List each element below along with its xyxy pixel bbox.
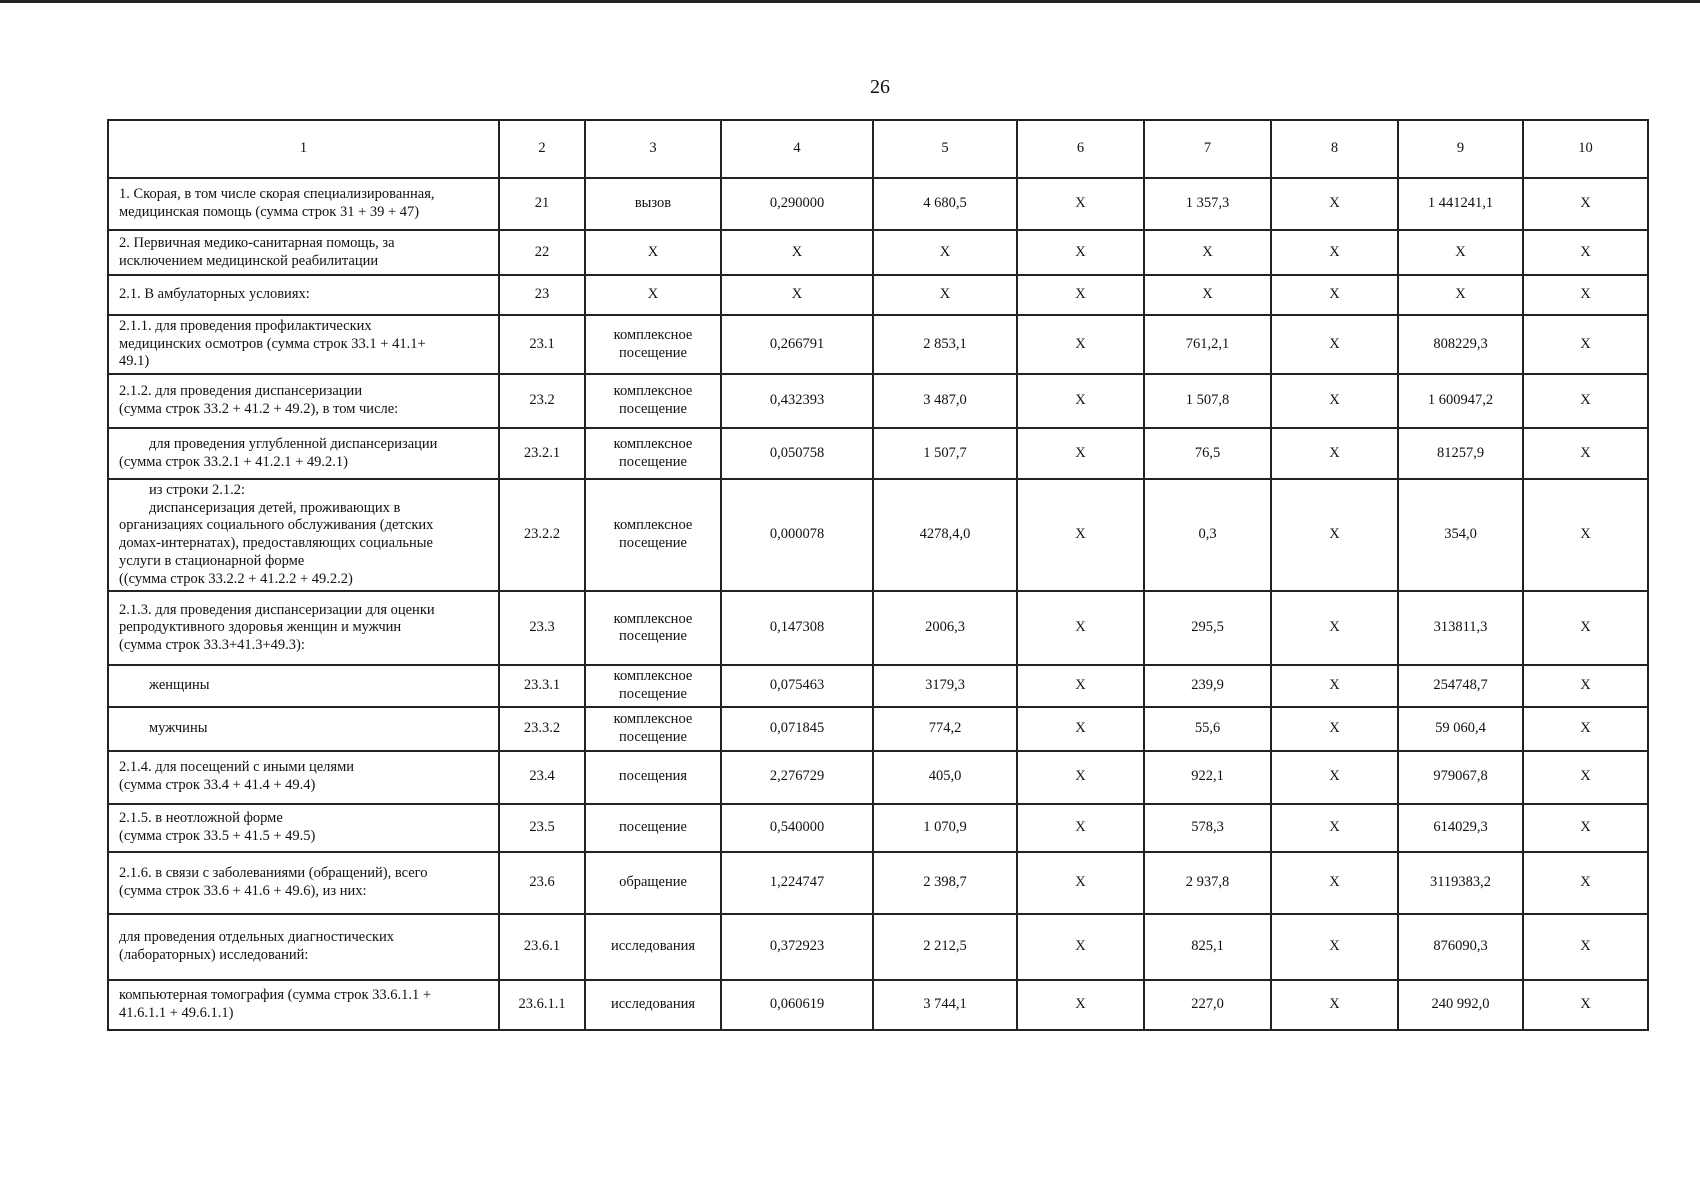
- table-cell-col-7: 227,0: [1144, 980, 1271, 1030]
- table-cell-col-7: Х: [1144, 230, 1271, 275]
- table-cell-col-6: Х: [1017, 178, 1144, 230]
- table-row: [108, 804, 1648, 852]
- column-header: 1: [108, 120, 499, 178]
- table-cell-col-6: Х: [1017, 751, 1144, 804]
- row-description-line: из строки 2.1.2:: [149, 482, 246, 499]
- table-cell-col-7: 1 507,8: [1144, 374, 1271, 428]
- table-cell-col-3: исследования: [585, 980, 721, 1030]
- table-cell-col-3: комплексное посещение: [585, 479, 721, 591]
- table-cell-col-2: 23.2.2: [499, 479, 585, 591]
- row-description-line: услуги в стационарной форме: [119, 552, 305, 569]
- row-description: [108, 315, 499, 374]
- row-description-line: женщины: [149, 677, 210, 694]
- top-border-line: [0, 0, 1700, 3]
- table-cell-col-3: комплексное посещение: [585, 374, 721, 428]
- row-description: [108, 751, 499, 804]
- table-cell-col-5: Х: [873, 230, 1017, 275]
- table-cell-col-3: комплексное посещение: [585, 315, 721, 374]
- table-cell-col-7: 239,9: [1144, 665, 1271, 706]
- table-cell-col-2: 23: [499, 275, 585, 315]
- table-cell-col-6: Х: [1017, 479, 1144, 591]
- row-description: [108, 591, 499, 665]
- table-cell-col-3: комплексное посещение: [585, 428, 721, 479]
- row-description: [108, 230, 499, 275]
- table-cell-col-4: 0,540000: [721, 804, 873, 852]
- table-cell-col-6: Х: [1017, 914, 1144, 980]
- table-cell-col-7: Х: [1144, 275, 1271, 315]
- table-cell-col-9: 1 441241,1: [1398, 178, 1523, 230]
- row-description: [108, 980, 499, 1030]
- row-description: [108, 707, 499, 751]
- table-cell-col-9: 254748,7: [1398, 665, 1523, 706]
- table-cell-col-7: 1 357,3: [1144, 178, 1271, 230]
- table-cell-col-3: обращение: [585, 852, 721, 914]
- table-cell-col-5: Х: [873, 275, 1017, 315]
- table-cell-col-8: Х: [1271, 374, 1398, 428]
- table-cell-col-8: Х: [1271, 804, 1398, 852]
- table-cell-col-8: Х: [1271, 479, 1398, 591]
- table-cell-col-4: 1,224747: [721, 852, 873, 914]
- table-cell-col-9: 876090,3: [1398, 914, 1523, 980]
- row-description-line: медицинская помощь (сумма строк 31 + 39 + 47): [119, 204, 420, 220]
- column-header: 9: [1398, 120, 1523, 178]
- table-row: [108, 374, 1648, 428]
- column-header: 8: [1271, 120, 1398, 178]
- table-cell-col-7: 2 937,8: [1144, 852, 1271, 914]
- table-cell-col-9: 81257,9: [1398, 428, 1523, 479]
- table-cell-col-2: 23.3: [499, 591, 585, 665]
- table-cell-col-3: посещения: [585, 751, 721, 804]
- table-cell-col-4: Х: [721, 275, 873, 315]
- table-cell-col-5: 1 070,9: [873, 804, 1017, 852]
- table-cell-col-3: исследования: [585, 914, 721, 980]
- table-cell-col-2: 23.2: [499, 374, 585, 428]
- table-cell-col-3: комплексное посещение: [585, 591, 721, 665]
- table-row: [108, 178, 1648, 230]
- row-description-line: (сумма строк 33.2 + 41.2 + 49.2), в том числе:: [119, 401, 399, 418]
- table-cell-col-7: 0,3: [1144, 479, 1271, 591]
- table-cell-col-6: Х: [1017, 275, 1144, 315]
- row-description-line: исключением медицинской реабилитации: [119, 252, 379, 269]
- table-cell-col-9: 614029,3: [1398, 804, 1523, 852]
- table-row: [108, 479, 1648, 591]
- table-row: [108, 665, 1648, 706]
- table-cell-col-4: 0,147308: [721, 591, 873, 665]
- table-body: [108, 178, 1648, 1030]
- table-cell-col-9: 240 992,0: [1398, 980, 1523, 1030]
- table-cell-col-6: Х: [1017, 980, 1144, 1030]
- table-cell-col-10: Х: [1523, 374, 1648, 428]
- column-header: 5: [873, 120, 1017, 178]
- table-cell-col-5: 4 680,5: [873, 178, 1017, 230]
- table-row: [108, 230, 1648, 275]
- row-description-line: (сумма строк 33.5 + 41.5 + 49.5): [119, 827, 316, 844]
- table-cell-col-6: Х: [1017, 804, 1144, 852]
- table-cell-col-10: Х: [1523, 230, 1648, 275]
- table-cell-col-5: 2 212,5: [873, 914, 1017, 980]
- table-cell-col-4: 0,050758: [721, 428, 873, 479]
- table-cell-col-2: 23.6.1: [499, 914, 585, 980]
- table-cell-col-5: 774,2: [873, 707, 1017, 751]
- table-cell-col-6: Х: [1017, 707, 1144, 751]
- table-cell-col-9: 1 600947,2: [1398, 374, 1523, 428]
- row-description-line: 49.1): [119, 353, 150, 370]
- page-number: 26: [870, 76, 890, 98]
- table-cell-col-2: 23.1: [499, 315, 585, 374]
- table-cell-col-5: 1 507,7: [873, 428, 1017, 479]
- table-cell-col-4: Х: [721, 230, 873, 275]
- table-cell-col-2: 23.5: [499, 804, 585, 852]
- table-cell-col-10: Х: [1523, 751, 1648, 804]
- table-cell-col-10: Х: [1523, 665, 1648, 706]
- table-cell-col-7: 825,1: [1144, 914, 1271, 980]
- table-cell-col-4: 0,290000: [721, 178, 873, 230]
- table-cell-col-9: Х: [1398, 275, 1523, 315]
- table-cell-col-10: Х: [1523, 428, 1648, 479]
- row-description: [108, 428, 499, 479]
- table-cell-col-7: 922,1: [1144, 751, 1271, 804]
- row-description-line: ((сумма строк 33.2.2 + 41.2.2 + 49.2.2): [119, 570, 353, 587]
- table-cell-col-8: Х: [1271, 707, 1398, 751]
- table-cell-col-2: 23.3.1: [499, 665, 585, 706]
- table-cell-col-3: комплексное посещение: [585, 707, 721, 751]
- table-cell-col-9: 3119383,2: [1398, 852, 1523, 914]
- table-cell-col-10: Х: [1523, 479, 1648, 591]
- table-cell-col-9: 313811,3: [1398, 591, 1523, 665]
- table-cell-col-4: 0,075463: [721, 665, 873, 706]
- table-cell-col-2: 21: [499, 178, 585, 230]
- table-cell-col-9: 59 060,4: [1398, 707, 1523, 751]
- table-cell-col-5: 3 487,0: [873, 374, 1017, 428]
- row-description: [108, 178, 499, 230]
- row-description-line: домах-интернатах), предоставляющих социальные: [119, 535, 433, 552]
- table-cell-col-5: 2 853,1: [873, 315, 1017, 374]
- table-cell-col-7: 55,6: [1144, 707, 1271, 751]
- table-cell-col-8: Х: [1271, 230, 1398, 275]
- table-cell-col-3: комплексное посещение: [585, 665, 721, 706]
- table-cell-col-8: Х: [1271, 428, 1398, 479]
- row-description-line: 2.1.6. в связи с заболеваниями (обращений), всего: [119, 864, 428, 881]
- row-description-line: (сумма строк 33.3+41.3+49.3):: [119, 637, 305, 654]
- table-cell-col-6: Х: [1017, 428, 1144, 479]
- table-cell-col-10: Х: [1523, 914, 1648, 980]
- row-description-line: (сумма строк 33.6 + 41.6 + 49.6), из них:: [119, 882, 367, 899]
- table-row: [108, 707, 1648, 751]
- table-cell-col-4: 0,071845: [721, 707, 873, 751]
- table-cell-col-9: Х: [1398, 230, 1523, 275]
- table-cell-col-2: 23.3.2: [499, 707, 585, 751]
- table-cell-col-7: 578,3: [1144, 804, 1271, 852]
- table-cell-col-3: Х: [585, 230, 721, 275]
- table-cell-col-5: 405,0: [873, 751, 1017, 804]
- table-cell-col-10: Х: [1523, 804, 1648, 852]
- table-cell-col-9: 979067,8: [1398, 751, 1523, 804]
- table-cell-col-10: Х: [1523, 707, 1648, 751]
- table-cell-col-10: Х: [1523, 980, 1648, 1030]
- table-cell-col-7: 761,2,1: [1144, 315, 1271, 374]
- table-cell-col-8: Х: [1271, 178, 1398, 230]
- table-cell-col-8: Х: [1271, 852, 1398, 914]
- table-cell-col-7: 295,5: [1144, 591, 1271, 665]
- row-description: [108, 479, 499, 591]
- table-cell-col-10: Х: [1523, 275, 1648, 315]
- table-row: [108, 315, 1648, 374]
- row-description-line: 41.6.1.1 + 49.6.1.1): [119, 1004, 234, 1021]
- row-description-line: медицинских осмотров (сумма строк 33.1 + 41.1+: [119, 335, 426, 352]
- row-description-line: 1. Скорая, в том числе скорая специализированная,: [119, 186, 435, 203]
- row-description: [108, 665, 499, 706]
- row-description-line: диспансеризация детей, проживающих в: [149, 499, 401, 516]
- table-cell-col-8: Х: [1271, 591, 1398, 665]
- table-row: [108, 275, 1648, 315]
- table-cell-col-6: Х: [1017, 315, 1144, 374]
- row-description-line: 2.1. В амбулаторных условиях:: [119, 286, 310, 303]
- table-cell-col-8: Х: [1271, 665, 1398, 706]
- table-cell-col-6: Х: [1017, 230, 1144, 275]
- row-description-line: мужчины: [149, 719, 208, 736]
- table-cell-col-2: 23.6: [499, 852, 585, 914]
- column-header: 3: [585, 120, 721, 178]
- table-cell-col-6: Х: [1017, 374, 1144, 428]
- row-description: [108, 914, 499, 980]
- row-description-line: 2.1.2. для проведения диспансеризации: [119, 383, 363, 400]
- table-cell-col-10: Х: [1523, 178, 1648, 230]
- table-cell-col-8: Х: [1271, 914, 1398, 980]
- table-cell-col-5: 4278,4,0: [873, 479, 1017, 591]
- table-cell-col-4: 0,266791: [721, 315, 873, 374]
- row-description-line: 2.1.1. для проведения профилактических: [119, 318, 372, 334]
- table-cell-col-3: посещение: [585, 804, 721, 852]
- table-cell-col-2: 22: [499, 230, 585, 275]
- table-cell-col-8: Х: [1271, 315, 1398, 374]
- table-cell-col-4: 0,372923: [721, 914, 873, 980]
- table-cell-col-2: 23.2.1: [499, 428, 585, 479]
- column-header: 6: [1017, 120, 1144, 178]
- table-cell-col-6: Х: [1017, 591, 1144, 665]
- table-cell-col-5: 2006,3: [873, 591, 1017, 665]
- table-cell-col-9: 354,0: [1398, 479, 1523, 591]
- data-table: [107, 119, 1649, 1031]
- table-row: [108, 751, 1648, 804]
- table-cell-col-8: Х: [1271, 751, 1398, 804]
- row-description: [108, 374, 499, 428]
- table-row: [108, 852, 1648, 914]
- table-cell-col-10: Х: [1523, 591, 1648, 665]
- row-description: [108, 804, 499, 852]
- table-cell-col-7: 76,5: [1144, 428, 1271, 479]
- table-cell-col-4: 2,276729: [721, 751, 873, 804]
- table-cell-col-10: Х: [1523, 852, 1648, 914]
- row-description-line: компьютерная томография (сумма строк 33.6.1.1 +: [119, 986, 432, 1003]
- row-description-line: 2. Первичная медико-санитарная помощь, за: [119, 234, 395, 251]
- row-description-line: 2.1.3. для проведения диспансеризации для оценки: [119, 601, 435, 618]
- table-cell-col-6: Х: [1017, 665, 1144, 706]
- table-cell-col-2: 23.6.1.1: [499, 980, 585, 1030]
- table-cell-col-9: 808229,3: [1398, 315, 1523, 374]
- table-cell-col-4: 0,432393: [721, 374, 873, 428]
- table-cell-col-5: 2 398,7: [873, 852, 1017, 914]
- row-description-line: (лабораторных) исследований:: [119, 946, 309, 963]
- table-cell-col-5: 3 744,1: [873, 980, 1017, 1030]
- row-description-line: для проведения углубленной диспансеризации: [149, 435, 438, 452]
- table-cell-col-6: Х: [1017, 852, 1144, 914]
- table-row: [108, 980, 1648, 1030]
- row-description: [108, 852, 499, 914]
- row-description-line: 2.1.4. для посещений с иными целями: [119, 759, 355, 776]
- table-cell-col-8: Х: [1271, 980, 1398, 1030]
- table-cell-col-10: Х: [1523, 315, 1648, 374]
- table-cell-col-3: вызов: [585, 178, 721, 230]
- column-header: 10: [1523, 120, 1648, 178]
- table-cell-col-3: Х: [585, 275, 721, 315]
- row-description-line: для проведения отдельных диагностических: [119, 928, 395, 945]
- row-description-line: организациях социального обслуживания (детских: [119, 517, 434, 534]
- column-header: 7: [1144, 120, 1271, 178]
- row-description-line: (сумма строк 33.2.1 + 41.2.1 + 49.2.1): [119, 453, 348, 470]
- table-row: [108, 914, 1648, 980]
- column-header: 4: [721, 120, 873, 178]
- column-header: 2: [499, 120, 585, 178]
- table-cell-col-8: Х: [1271, 275, 1398, 315]
- table-row: [108, 591, 1648, 665]
- row-description-line: 2.1.5. в неотложной форме: [119, 809, 283, 826]
- table-cell-col-4: 0,000078: [721, 479, 873, 591]
- table-cell-col-2: 23.4: [499, 751, 585, 804]
- row-description-line: (сумма строк 33.4 + 41.4 + 49.4): [119, 777, 316, 794]
- table-row: [108, 428, 1648, 479]
- column-header-row: [108, 120, 1648, 178]
- row-description: [108, 275, 499, 315]
- row-description-line: репродуктивного здоровья женщин и мужчин: [119, 619, 402, 636]
- table-cell-col-5: 3179,3: [873, 665, 1017, 706]
- table-cell-col-4: 0,060619: [721, 980, 873, 1030]
